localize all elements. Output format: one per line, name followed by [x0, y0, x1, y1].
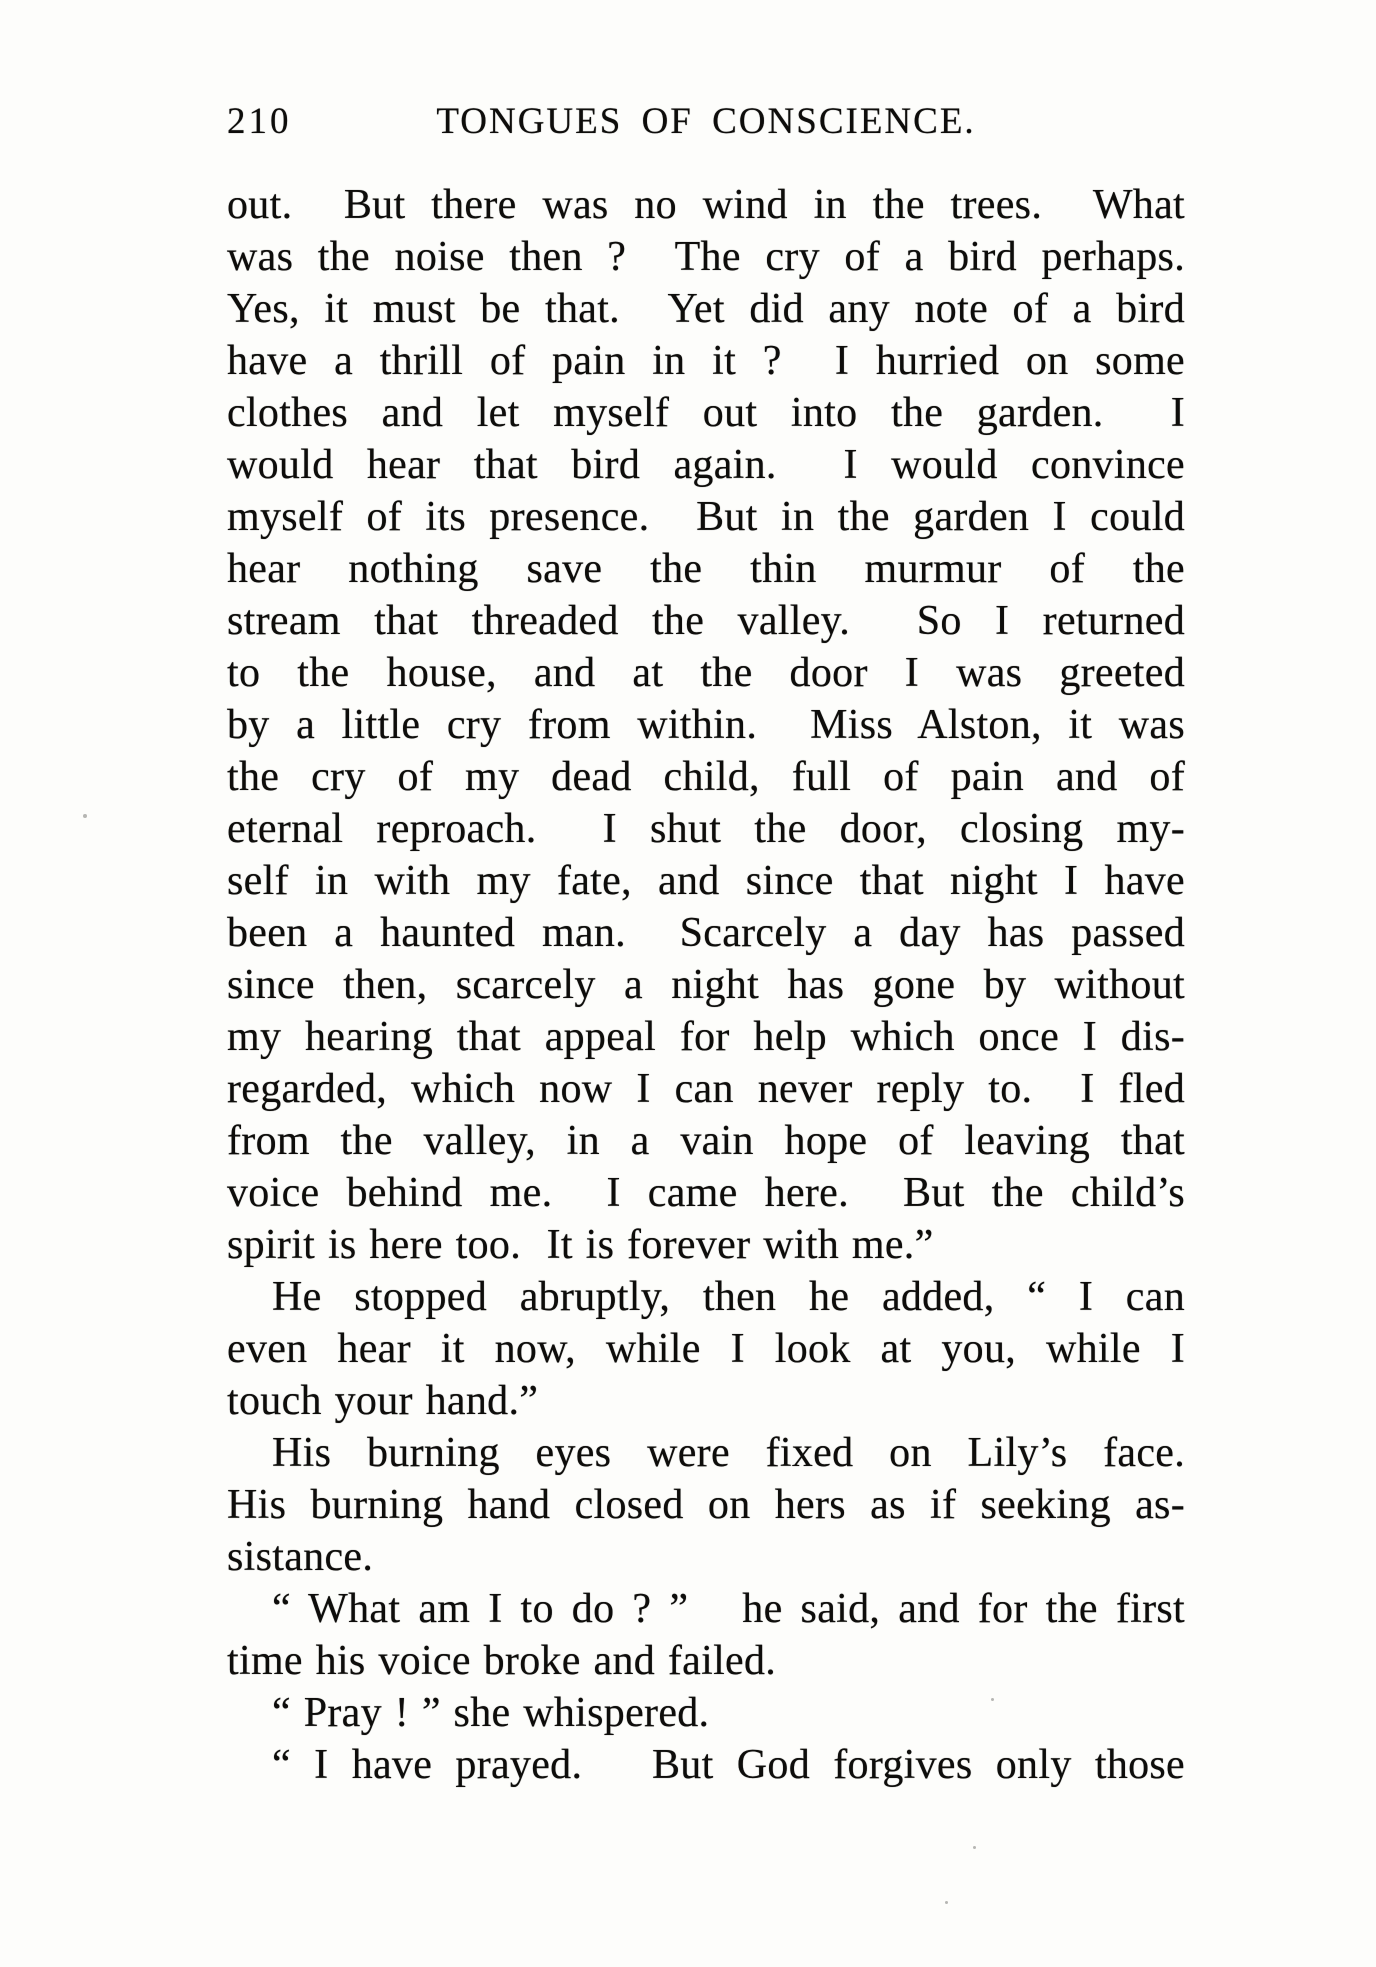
text-line: eternal reproach. I shut the door, closing my-	[227, 806, 1185, 852]
text-line: out. But there was no wind in the trees. What	[227, 182, 1185, 228]
text-line: stream that threaded the valley. So I returned	[227, 598, 1185, 644]
text-line: touch your hand.”	[227, 1378, 539, 1424]
text-line: “ What am I to do ? ” he said, and for the first	[272, 1586, 1185, 1632]
scan-speck	[945, 1901, 948, 1904]
text-line: to the house, and at the door I was greeted	[227, 650, 1185, 696]
text-line: clothes and let myself out into the garden. I	[227, 390, 1185, 436]
text-line: sistance.	[227, 1534, 374, 1580]
text-line: time his voice broke and failed.	[227, 1638, 777, 1684]
text-line: spirit is here too. It is forever with me.”	[227, 1222, 934, 1268]
text-line: “ Pray ! ” she whispered.	[272, 1690, 710, 1736]
scan-speck	[83, 814, 87, 818]
text-line: myself of its presence. But in the garden I could	[227, 494, 1185, 540]
text-line: since then, scarcely a night has gone by without	[227, 962, 1185, 1008]
text-line: Yes, it must be that. Yet did any note of a bird	[227, 286, 1185, 332]
text-line: from the valley, in a vain hope of leaving that	[227, 1118, 1185, 1164]
page-header	[227, 100, 1185, 144]
running-title: TONGUES OF CONSCIENCE.	[436, 101, 976, 142]
text-line: have a thrill of pain in it ? I hurried on some	[227, 338, 1185, 384]
text-line: even hear it now, while I look at you, while I	[227, 1326, 1185, 1372]
text-line: been a haunted man. Scarcely a day has passed	[227, 910, 1185, 956]
scan-speck	[991, 1698, 994, 1701]
scan-speck	[973, 1846, 976, 1849]
text-line: His burning hand closed on hers as if seeking as-	[227, 1482, 1185, 1528]
text-line: was the noise then ? The cry of a bird perhaps.	[227, 234, 1185, 280]
text-line: my hearing that appeal for help which once I dis-	[227, 1014, 1185, 1060]
text-line: the cry of my dead child, full of pain and of	[227, 754, 1185, 800]
text-line: He stopped abruptly, then he added, “ I can	[272, 1274, 1185, 1320]
text-block	[227, 179, 1185, 1791]
text-line: self in with my fate, and since that night I have	[227, 858, 1185, 904]
page-number: 210	[227, 101, 292, 142]
text-line: hear nothing save the thin murmur of the	[227, 546, 1185, 592]
text-line: “ I have prayed. But God forgives only those	[272, 1742, 1185, 1788]
text-line: His burning eyes were fixed on Lily’s face.	[272, 1430, 1185, 1476]
text-line: by a little cry from within. Miss Alston, it was	[227, 702, 1185, 748]
text-line: regarded, which now I can never reply to. I fled	[227, 1066, 1185, 1112]
text-line: voice behind me. I came here. But the child’s	[227, 1170, 1185, 1216]
text-line: would hear that bird again. I would convince	[227, 442, 1185, 488]
